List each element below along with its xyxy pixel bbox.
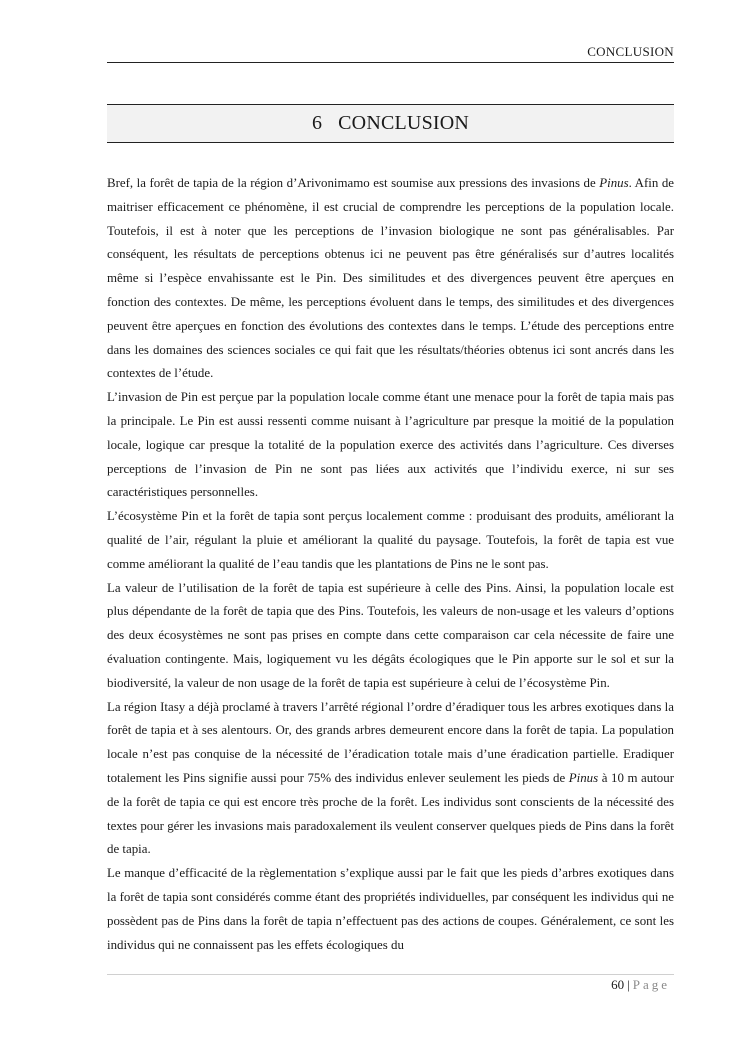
text-run: . Afin de maitriser efficacement ce phénomène, il est crucial de comprendre les perceptions de la population locale. Toutefois, il est à noter que les perceptions de l’invasion biologique ne sont pas généralisables. Par conséquent, les résultats de perceptions obtenus ici ne peuvent pas être généralisés sur d’autres localités même si l’espèce envahissante est le Pin. Des similitudes et des divergences peuvent être aperçues en fonction des contextes. De même, les perceptions évoluent dans le temps, des similitudes et des divergences peuvent être aperçues en fonction des évolutions des contextes dans le temps. L’étude des perceptions entre dans les domaines des sciences sociales ce qui fait que les résultats/théories obtenus ici sont ancrés dans les contextes de l’étude. — [107, 176, 674, 381]
page-separator: | — [627, 977, 630, 992]
running-header: CONCLUSION — [587, 44, 674, 59]
paragraph — [107, 505, 674, 576]
paragraph — [107, 172, 674, 386]
paragraph — [107, 862, 674, 957]
text-run: La valeur de l’utilisation de la forêt de tapia est supérieure à celle des Pins. Ainsi, la population locale est plus dépendante de la forêt de tapia que des Pins. Toutefois, les valeurs de non-usage et les valeurs d’options des deux écosystèmes ne sont pas prises en compte dans cette comparaison car cela nécessite de faire une évaluation contingente. Mais, logiquement vu les dégâts écologiques que le Pin apporte sur le sol et sur la biodiversité, la valeur de non usage de la forêt de tapia est supérieure à celui de l’écosystème Pin. — [107, 580, 674, 690]
italic-term: Pinus — [568, 770, 599, 785]
chapter-heading — [312, 112, 469, 135]
page-footer — [107, 977, 674, 993]
header-rule — [107, 62, 674, 63]
chapter-title: CONCLUSION — [338, 112, 470, 134]
paragraph — [107, 696, 674, 863]
text-run: Bref, la forêt de tapia de la région d’Arivonimamo est soumise aux pressions des invasions de — [107, 176, 600, 190]
text-run: La région Itasy a déjà proclamé à travers l’arrêté régional l’ordre d’éradiquer tous les arbres exotiques dans la forêt de tapia et à ses alentours. Or, des grands arbres demeurent encore dans la forêt de tapia. La population locale n’est pas conquise de la nécessité de l’éradication totale mais d’une éradication partielle. Eradiquer totalement les Pins signifie aussi pour 75% des individus enlever seulement les pieds de — [107, 699, 674, 785]
footer-rule — [107, 974, 674, 975]
chapter-heading-box — [107, 104, 674, 143]
text-run: L’écosystème Pin et la forêt de tapia sont perçus localement comme : produisant des produits, améliorant la qualité de l’air, régulant la pluie et améliorant la qualité du paysage. Toutefois, la forêt de tapia est vue comme améliorant la qualité de l’eau tandis que les plantations de Pins ne le sont pas. — [107, 509, 674, 571]
text-run: à 10 m autour de la forêt de tapia ce qui est encore très proche de la forêt. Les individus sont conscients de la nécessité des textes pour gérer les invasions mais paradoxalement ils veulent conserver quelques pieds de Pins dans la forêt de tapia. — [107, 770, 674, 857]
paragraph — [107, 577, 674, 696]
text-run: Le manque d’efficacité de la règlementation s’explique aussi par le fait que les pieds d’arbres exotiques dans la forêt de tapia sont considérés comme étant des propriétés individuelles, par conséquent les individus qui ne possèdent pas de Pins dans la forêt de tapia n’effectuent pas des actions de coupes. Généralement, ce sont les individus qui ne connaissent pas les effets écologiques du — [107, 866, 674, 952]
paragraph — [107, 386, 674, 505]
chapter-number: 6 — [311, 112, 323, 134]
italic-term: Pinus — [599, 176, 629, 190]
page-number: 60 — [611, 977, 625, 992]
body-text — [107, 172, 674, 957]
text-run: L’invasion de Pin est perçue par la population locale comme étant une menace pour la forêt de tapia mais pas la principale. Le Pin est aussi ressenti comme nuisant à l’agriculture par presque la moitié de la population locale, logique car presque la totalité de la population exerce des activités dans l’agriculture. Ces diverses perceptions de l’invasion de Pin ne sont pas liées aux activités que l’individu exerce, ni sur ses caractéristiques personnelles. — [107, 390, 674, 500]
page-label: Page — [632, 977, 670, 992]
